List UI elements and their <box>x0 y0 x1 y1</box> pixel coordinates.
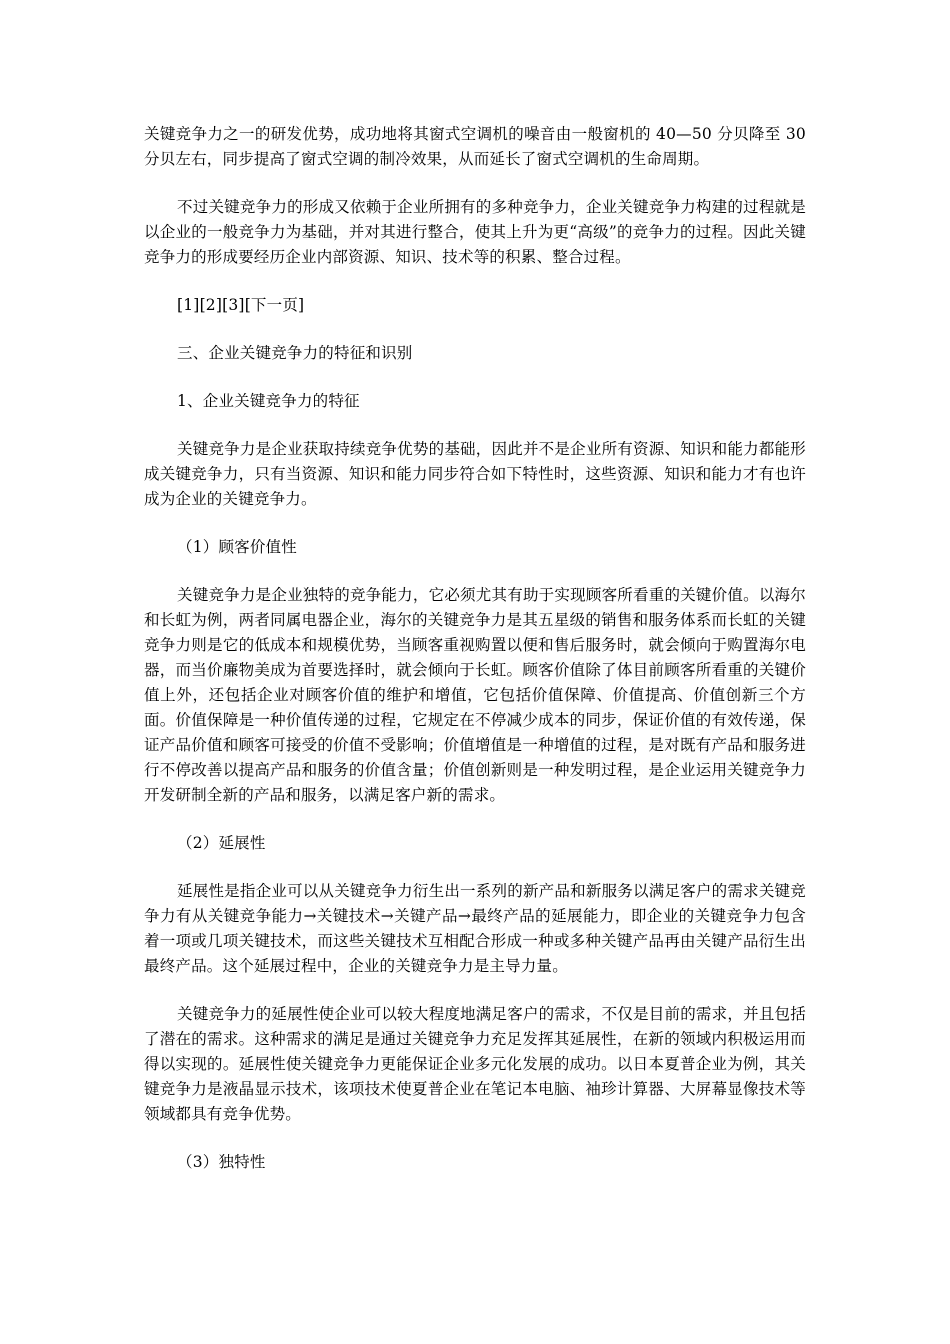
paragraph-extensibility: 延展性是指企业可以从关键竞争力衍生出一系列的新产品和新服务以满足客户的需求关键竞争力有从关键竞争能力→关键技术→关键产品→最终产品的延展能力，即企业的关键竞争力包含着一项或几项关键技术，而这些关键技术互相配合形成一种或多种关键产品再由关键产品衍生出最终产品。这个延展过程中，企业的关键竞争力是主导力量。 <box>144 882 806 975</box>
paragraph-characteristics-intro: 关键竞争力是企业获取持续竞争优势的基础，因此并不是企业所有资源、知识和能力都能形成关键竞争力，只有当资源、知识和能力同步符合如下特性时，这些资源、知识和能力才有也许成为企业的关键竞争力。 <box>144 440 806 508</box>
pagination <box>177 293 806 318</box>
paragraph-competence-formation: 不过关键竞争力的形成又依赖于企业所拥有的多种竞争力，企业关键竞争力构建的过程就是以企业的一般竞争力为基础，并对其进行整合，使其上升为更“高级”的竞争力的过程。因此关键竞争力的形成要经历企业内部资源、知识、技术等的积累、整合过程。 <box>144 198 806 266</box>
item-heading-customer-value: （1）顾客价值性 <box>177 538 297 556</box>
paragraph-continuation: 关键竞争力之一的研发优势，成功地将其窗式空调机的噪音由一般窗机的 40—50 分贝降至 30 分贝左右，同步提高了窗式空调的制冷效果，从而延长了窗式空调机的生命周期。 <box>144 125 806 168</box>
paragraph-extensibility-example: 关键竞争力的延展性使企业可以较大程度地满足客户的需求，不仅是目前的需求，并且包括了潜在的需求。这种需求的满足是通过关键竞争力充足发挥其延展性，在新的领域内积极运用而得以实现的。延展性使关键竞争力更能保证企业多元化发展的成功。以日本夏普企业为例，其关键竞争力是液晶显示技术，该项技术使夏普企业在笔记本电脑、袖珍计算器、大屏幕显像技术等领域都具有竞争优势。 <box>144 1005 806 1123</box>
page-link-2[interactable]: [2] <box>199 296 223 314</box>
page-link-3[interactable]: [3] <box>222 296 245 314</box>
paragraph-customer-value: 关键竞争力是企业独特的竞争能力，它必须尤其有助于实现顾客所看重的关键价值。以海尔和长虹为例，两者同属电器企业，海尔的关键竞争力是其五星级的销售和服务体系而长虹的关键竞争力则是它的低成本和规模优势，当顾客重视购置以便和售后服务时，就会倾向于购置海尔电器，而当价廉物美成为首要选择时，就会倾向于长虹。顾客价值除了体目前顾客所看重的关键价值上外，还包括企业对顾客价值的维护和增值，它包括价值保障、价值提高、价值创新三个方面。价值保障是一种价值传递的过程，它规定在不停减少成本的同步，保证价值的有效传递，保证产品价值和顾客可接受的价值不受影响；价值增值是一种增值的过程，是对既有产品和服务进行不停改善以提高产品和服务的价值含量；价值创新则是一种发明过程，是企业运用关键竞争力开发研制全新的产品和服务，以满足客户新的需求。 <box>144 586 806 804</box>
next-page-link[interactable]: [下一页] <box>244 296 305 314</box>
section-heading-3: 三、企业关键竞争力的特征和识别 <box>177 344 413 362</box>
page-link-1[interactable]: [1] <box>177 296 200 314</box>
document-body <box>144 122 806 1198</box>
item-heading-uniqueness: （3）独特性 <box>177 1153 266 1171</box>
subsection-heading-1: 1、企业关键竞争力的特征 <box>177 392 360 410</box>
item-heading-extensibility: （2）延展性 <box>177 834 266 852</box>
